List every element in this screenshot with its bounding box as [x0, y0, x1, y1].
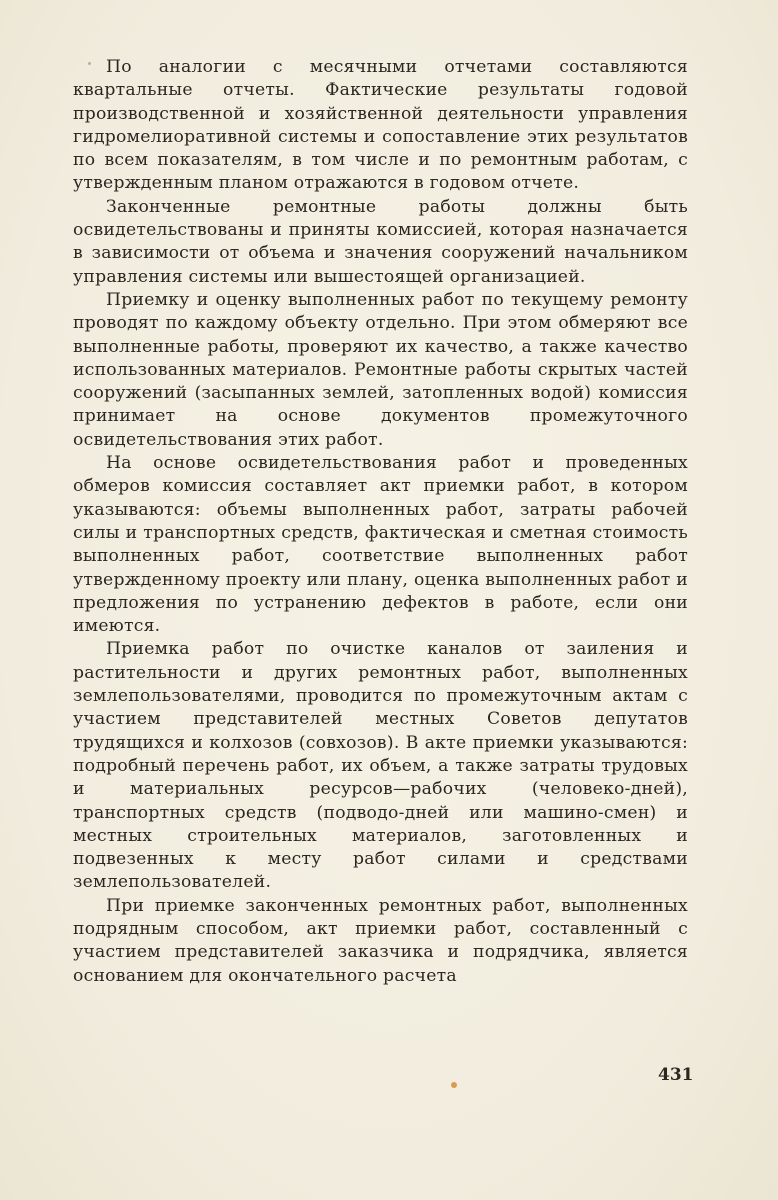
- page-number: 431: [658, 1065, 694, 1085]
- paragraph: Приемку и оценку выполненных работ по текущему ремонту проводят по каждому объекту отдельно. При этом обмеряют все выполненные работы, проверяют их качество, а также качество использованных материалов. Ремонтные работы скрытых частей сооружений (засыпанных землей, затопленных водой) комиссия принимает на основе документов промежуточного освидетельствования этих работ.: [73, 289, 688, 450]
- paragraph: Приемка работ по очистке каналов от заиления и растительности и других ремонтных работ, выполненных землепользователями, проводится по промежуточным актам с участием представителей местных Советов депутатов трудящихся и колхозов (совхозов). В акте приемки указываются: подробный перечень работ, их объем, а также затраты трудовых и материальных ресурсов—рабочих (человеко-дней), транспортных средств (подводо-дней или машино-смен) и местных строительных материалов, заготовленных и подвезенных к месту работ силами и средствами землепользователей.: [73, 639, 688, 893]
- paper-speck: [88, 62, 91, 65]
- paper-speck: [451, 1082, 457, 1088]
- body-text: [73, 56, 688, 988]
- paragraph: На основе освидетельствования работ и проведенных обмеров комиссия составляет акт приемки работ, в котором указываются: объемы выполненных работ, затраты рабочей силы и транспортных средств, фактическая и сметная стоимость выполненных работ, соответствие выполненных работ утвержденному проекту или плану, оценка выполненных работ и предложения по устранению дефектов в работе, если они имеются.: [73, 453, 688, 637]
- paragraph: По аналогии с месячными отчетами составляются квартальные отчеты. Фактические результаты годовой производственной и хозяйственной деятельности управления гидромелиоративной системы и сопоставление этих результатов по всем показателям, в том числе и по ремонтным работам, с утвержденным планом отражаются в годовом отчете.: [73, 57, 688, 194]
- paragraph: При приемке законченных ремонтных работ, выполненных подрядным способом, акт приемки работ, составленный с участием представителей заказчика и подрядчика, является основанием для окончательного расчета: [73, 895, 688, 986]
- paragraph: Законченные ремонтные работы должны быть освидетельствованы и приняты комиссией, которая назначается в зависимости от объема и значения сооружений начальником управления системы или вышестоящей организацией.: [73, 196, 688, 287]
